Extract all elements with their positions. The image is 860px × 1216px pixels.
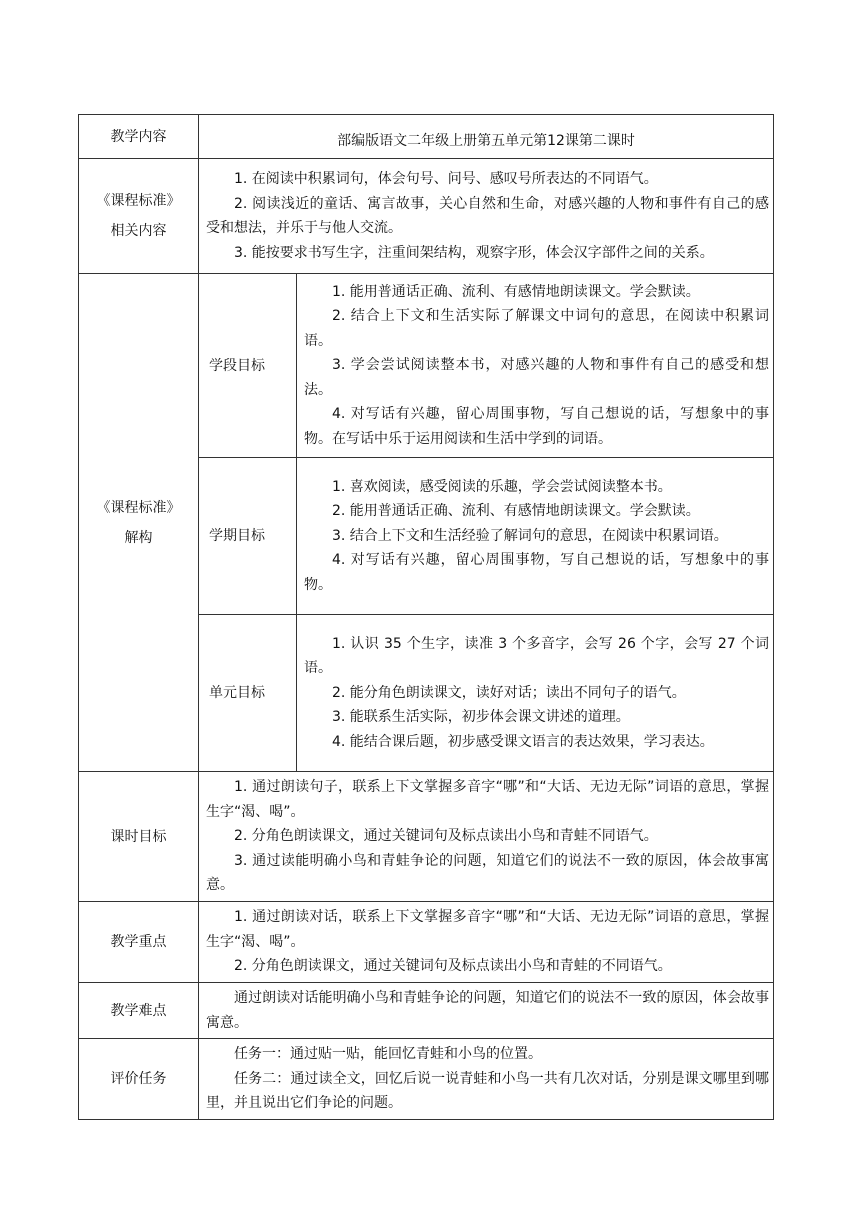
lesson-goals-content: [199, 772, 774, 902]
term-item: 1. 喜欢阅读，感受阅读的乐趣，学会尝试阅读整本书。: [332, 478, 672, 495]
term-item: 3. 结合上下文和生活经验了解词句的意思，在阅读中积累词语。: [332, 527, 728, 544]
unit-goals-content: [297, 615, 774, 772]
lesson-item: 1. 通过朗读句子，联系上下文掌握多音字“哪”和“大话、无边无际”词语的意思，掌握生字“渴、喝”。: [206, 779, 770, 820]
row-curriculum-standard: [79, 159, 774, 274]
evaluation-tasks-content: [199, 1039, 774, 1120]
label-evaluation-tasks: 评价任务: [79, 1039, 199, 1120]
label-difficulty: 教学难点: [79, 983, 199, 1039]
label-lesson-goals: 课时目标: [79, 772, 199, 902]
stage-item: 4. 对写话有兴趣，留心周围事物，写自己想说的话，写想象中的事物。在写话中乐于运用阅读和生活中学到的词语。: [304, 406, 770, 447]
lesson-plan-table: [78, 114, 774, 1120]
row-difficulty: [79, 983, 774, 1039]
unit-item: 2. 能分角色朗读课文，读好对话；读出不同句子的语气。: [332, 684, 686, 701]
term-item: 4. 对写话有兴趣，留心周围事物，写自己想说的话，写想象中的事物。: [304, 552, 770, 593]
difficulty-item: 通过朗读对话能明确小鸟和青蛙争论的问题，知道它们的说法不一致的原因，体会故事寓意。: [206, 990, 770, 1031]
teaching-content-value: [199, 115, 774, 159]
teaching-content-text: 部编版语文二年级上册第五单元第12课第二课时: [337, 132, 635, 149]
term-item: 2. 能用普通话正确、流利、有感情地朗读课文。学会默读。: [332, 503, 700, 520]
label-stage-goals: 学段目标: [199, 274, 297, 458]
lesson-item: 2. 分角色朗读课文，通过关键词句及标点读出小鸟和青蛙不同语气。: [234, 828, 658, 845]
key-points-content: [199, 902, 774, 983]
row-lesson-goals: [79, 772, 774, 902]
term-goals-content: [297, 458, 774, 615]
unit-item: 3. 能联系生活实际，初步体会课文讲述的道理。: [332, 709, 630, 726]
label-line-2: 相关内容: [110, 223, 167, 239]
task-item: 任务一：通过贴一贴，能回忆青蛙和小鸟的位置。: [234, 1046, 542, 1062]
stage-item: 1. 能用普通话正确、流利、有感情地朗读课文。学会默读。: [332, 283, 700, 300]
label-unit-goals: 单元目标: [199, 615, 297, 772]
label-line-2: 解构: [124, 529, 153, 546]
row-evaluation-tasks: [79, 1039, 774, 1120]
label-term-goals: 学期目标: [199, 458, 297, 615]
row-key-points: [79, 902, 774, 983]
standard-item: 2. 阅读浅近的童话、寓言故事，关心自然和生命，对感兴趣的人物和事件有自己的感受和想法，并乐于与他人交流。: [206, 195, 770, 236]
label-curriculum-structure: [79, 274, 199, 772]
key-item: 1. 通过朗读对话，联系上下文掌握多音字“哪”和“大话、无边无际”词语的意思，掌握生字“渴、喝”。: [206, 909, 770, 950]
row-stage-goals: [79, 274, 774, 458]
difficulty-content: [199, 983, 774, 1039]
stage-goals-content: [297, 274, 774, 458]
stage-item: 3. 学会尝试阅读整本书，对感兴趣的人物和事件有自己的感受和想法。: [304, 357, 770, 398]
row-teaching-content: [79, 115, 774, 159]
label-key-points: 教学重点: [79, 902, 199, 983]
label-line-1: 《课程标准》: [96, 193, 181, 209]
standard-item: 1. 在阅读中积累词句，体会句号、问号、感叹号所表达的不同语气。: [234, 171, 658, 187]
label-curriculum-standard: [79, 159, 199, 274]
key-item: 2. 分角色朗读课文，通过关键词句及标点读出小鸟和青蛙的不同语气。: [234, 958, 672, 975]
stage-item: 2. 结合上下文和生活实际了解课文中词句的意思，在阅读中积累词语。: [304, 308, 770, 349]
unit-item: 4. 能结合课后题，初步感受课文语言的表达效果，学习表达。: [332, 733, 714, 750]
label-teaching-content: 教学内容: [79, 115, 199, 159]
standard-item: 3. 能按要求书写生字，注重间架结构，观察字形，体会汉字部件之间的关系。: [234, 244, 714, 261]
task-item: 任务二：通过读全文，回忆后说一说青蛙和小鸟一共有几次对话，分别是课文哪里到哪里，并且说出它们争论的问题。: [206, 1070, 770, 1111]
label-line-1: 《课程标准》: [96, 499, 181, 516]
lesson-item: 3. 通过读能明确小鸟和青蛙争论的问题，知道它们的说法不一致的原因，体会故事寓意。: [206, 852, 770, 894]
unit-item: 1. 认识 35 个生字，读准 3 个多音字，会写 26 个字，会写 27 个词语。: [304, 635, 770, 677]
curriculum-standard-content: [199, 159, 774, 274]
